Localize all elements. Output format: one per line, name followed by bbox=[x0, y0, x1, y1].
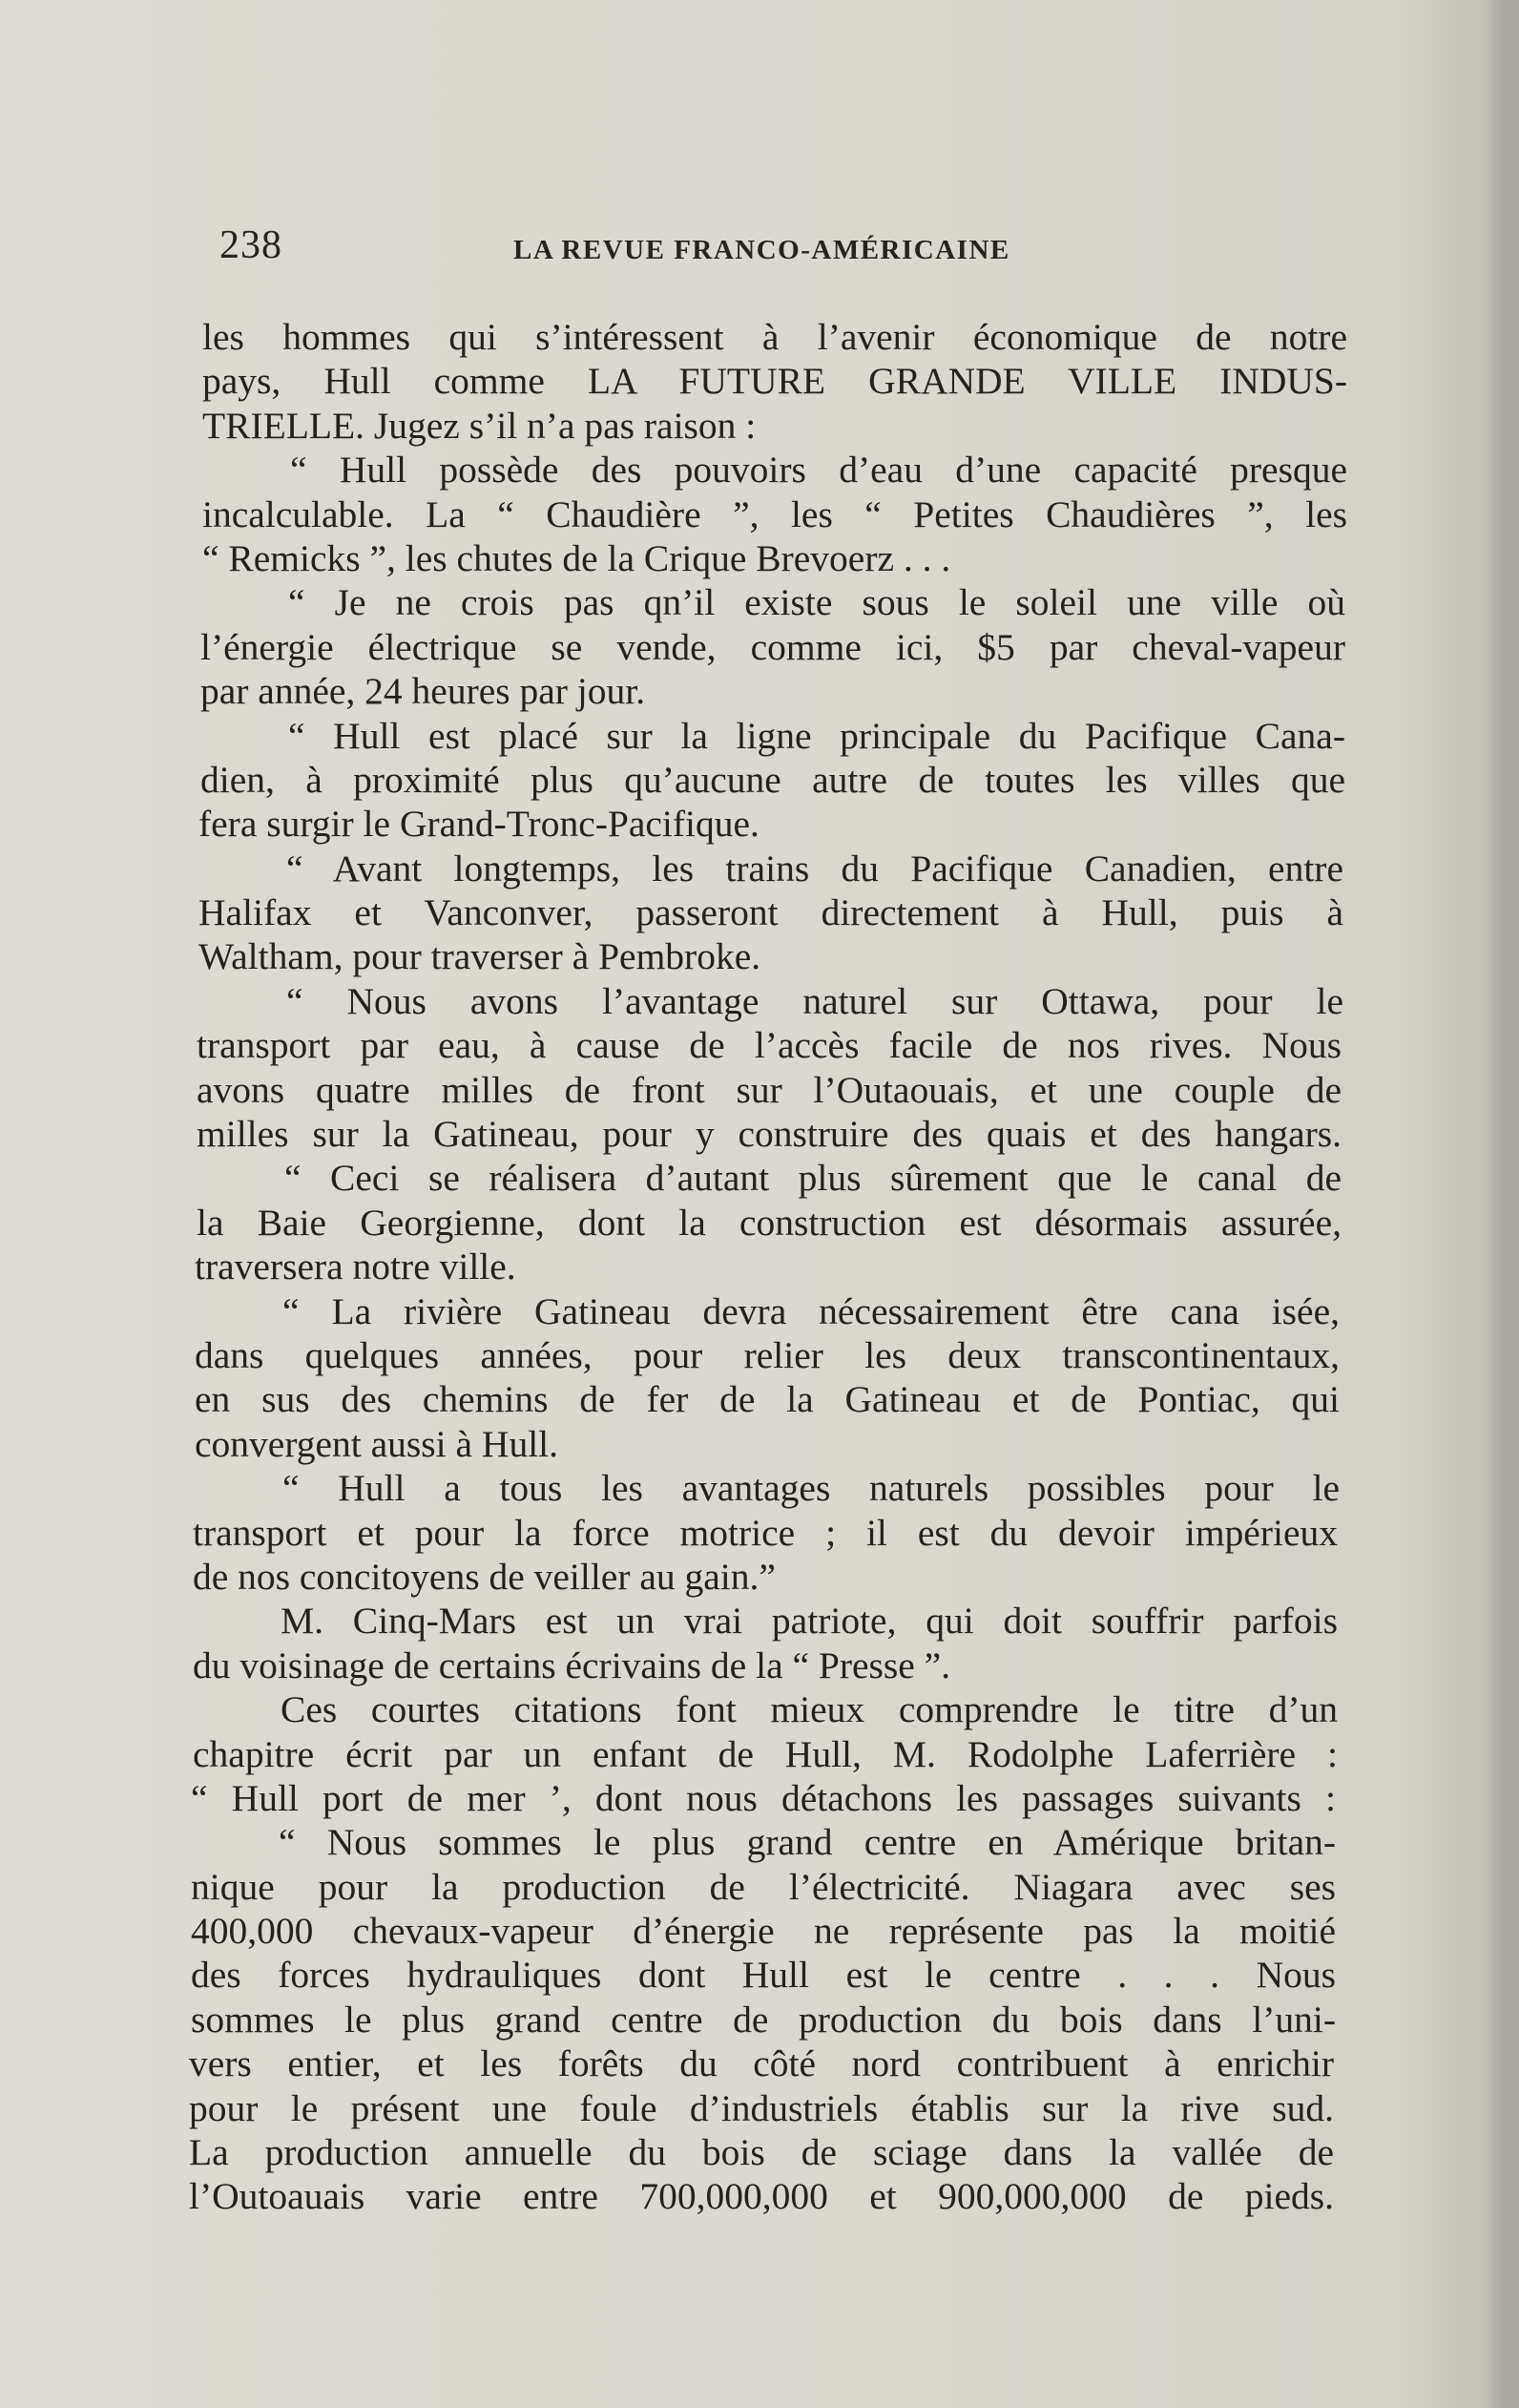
text-line: dien, à proximité plus qu’aucune autre de toutes les villes que bbox=[200, 758, 1345, 801]
text-line: les hommes qui s’intéressent à l’avenir économique de notre bbox=[202, 316, 1347, 358]
text-line: convergent aussi à Hull. bbox=[195, 1422, 559, 1465]
text-line: transport et pour la force motrice ; il est du devoir impérieux bbox=[193, 1511, 1338, 1554]
text-line: “ Nous avons l’avantage naturel sur Ottawa, pour le bbox=[286, 979, 1343, 1022]
text-line: “ Avant longtemps, les trains du Pacifique Canadien, entre bbox=[286, 847, 1343, 890]
text-line: de nos concitoyens de veiller au gain.” bbox=[193, 1555, 776, 1598]
text-line: avons quatre milles de front sur l’Outaouais, et une couple de bbox=[197, 1068, 1342, 1111]
text-line: vers entier, et les forêts du côté nord contribuent à enrichir bbox=[189, 2042, 1334, 2085]
text-line: La production annuelle du bois de sciage dans la vallée de bbox=[189, 2131, 1334, 2174]
page-header bbox=[219, 221, 1341, 279]
text-line: pays, Hull comme LA FUTURE GRANDE VILLE INDUS- bbox=[202, 360, 1347, 403]
text-line: “ Nous sommes le plus grand centre en Amérique britan- bbox=[279, 1821, 1336, 1864]
text-line: “ Ceci se réalisera d’autant plus sûrement que le canal de bbox=[284, 1157, 1342, 1200]
text-line: Waltham, pour traverser à Pembroke. bbox=[198, 935, 761, 978]
page-edge-shadow bbox=[1487, 0, 1519, 2408]
text-line: “ Hull possède des pouvoirs d’eau d’une capacité presque bbox=[290, 449, 1347, 492]
text-line: nique pour la production de l’électricité. Niagara avec ses bbox=[191, 1865, 1336, 1908]
text-line: M. Cinq-Mars est un vrai patriote, qui doit souffrir parfois bbox=[281, 1600, 1338, 1643]
text-line: dans quelques années, pour relier les deux transcontinentaux, bbox=[195, 1333, 1340, 1376]
text-line: l’Outoauais varie entre 700,000,000 et 900,000,000 de pieds. bbox=[189, 2175, 1334, 2218]
text-line: 400,000 chevaux-vapeur d’énergie ne représente pas la moitié bbox=[191, 1910, 1336, 1953]
text-line: “ Hull a tous les avantages naturels possibles pour le bbox=[282, 1467, 1340, 1510]
text-line: sommes le plus grand centre de production du bois dans l’uni- bbox=[191, 1998, 1336, 2041]
text-line: l’énergie électrique se vende, comme ici, $5 par cheval-vapeur bbox=[200, 625, 1345, 668]
text-line: fera surgir le Grand-Tronc-Pacifique. bbox=[198, 803, 760, 846]
text-line: milles sur la Gatineau, pour y construire des quais et des hangars. bbox=[197, 1113, 1342, 1156]
text-line: “ La rivière Gatineau devra nécessairement être cana isée, bbox=[282, 1289, 1340, 1332]
text-line: des forces hydrauliques dont Hull est le centre . . . Nous bbox=[191, 1954, 1336, 1997]
text-line: “ Je ne crois pas qn’il existe sous le soleil une ville où bbox=[288, 581, 1345, 624]
text-line: “ Hull port de mer ’, dont nous détachons les passages suivants : bbox=[191, 1776, 1336, 1819]
running-title: LA REVUE FRANCO-AMÉRICAINE bbox=[513, 235, 1010, 265]
text-line: du voisinage de certains écrivains de la “ Presse ”. bbox=[193, 1644, 951, 1686]
text-line: transport par eau, à cause de l’accès facile de nos rives. Nous bbox=[197, 1024, 1342, 1067]
text-line: chapitre écrit par un enfant de Hull, M. Rodolphe Laferrière : bbox=[193, 1732, 1338, 1775]
text-line: en sus des chemins de fer de la Gatineau et de Pontiac, qui bbox=[195, 1378, 1340, 1421]
text-line: “ Remicks ”, les chutes de la Crique Brevoerz . . . bbox=[202, 536, 951, 579]
text-line: TRIELLE. Jugez s’il n’a pas raison : bbox=[202, 404, 757, 447]
text-line: incalculable. La “ Chaudière ”, les “ Petites Chaudières ”, les bbox=[202, 492, 1347, 535]
text-line: pour le présent une foule d’industriels établis sur la rive sud. bbox=[189, 2086, 1334, 2129]
text-line: traversera notre ville. bbox=[195, 1246, 516, 1288]
text-line: Halifax et Vanconver, passeront directement à Hull, puis à bbox=[198, 891, 1343, 934]
text-line: “ Hull est placé sur la ligne principale du Pacifique Cana- bbox=[288, 714, 1345, 757]
page-number: 238 bbox=[219, 223, 282, 267]
body-text bbox=[189, 315, 1347, 2219]
text-line: par année, 24 heures par jour. bbox=[200, 670, 646, 713]
text-line: la Baie Georgienne, dont la construction est désormais assurée, bbox=[197, 1201, 1342, 1244]
text-line: Ces courtes citations font mieux comprendre le titre d’un bbox=[281, 1688, 1338, 1731]
